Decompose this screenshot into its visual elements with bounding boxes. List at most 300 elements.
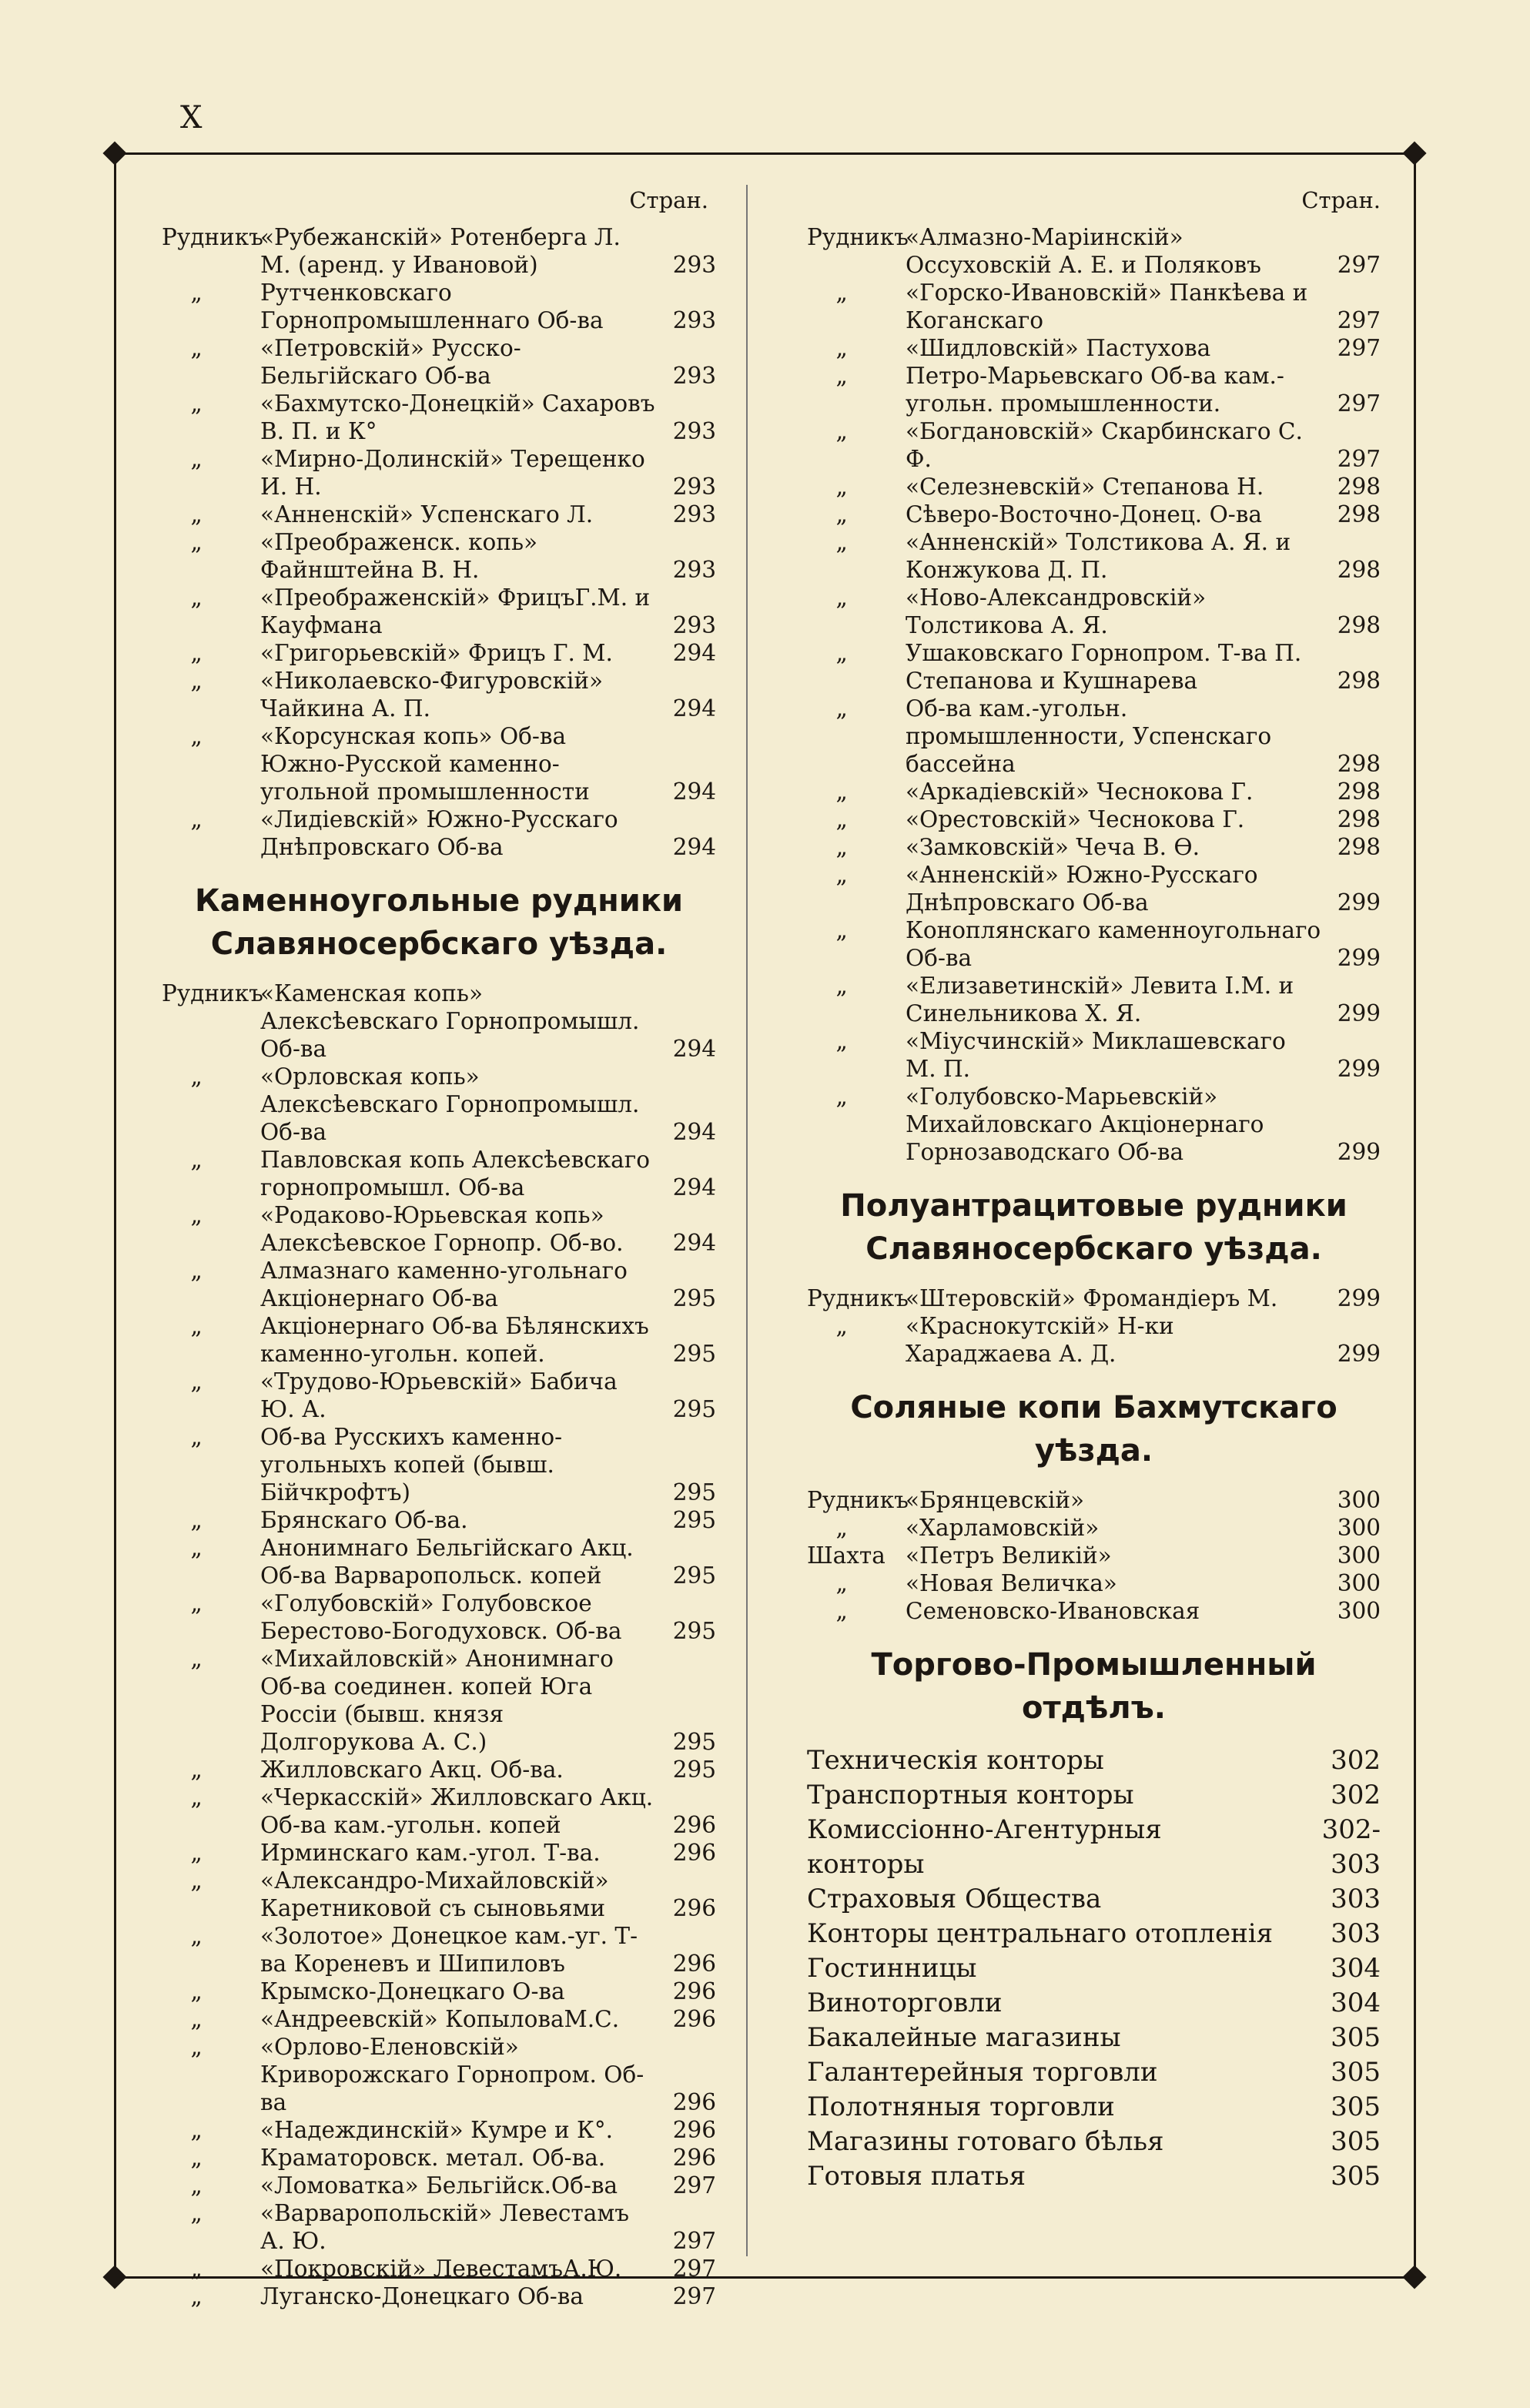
- index-entry: [162, 2199, 716, 2255]
- trade-entries-list: [807, 1743, 1381, 2194]
- entry-prefix: „: [162, 2145, 203, 2171]
- entry-prefix: „: [162, 529, 203, 555]
- index-entry: [162, 2116, 716, 2144]
- entry-page: 297: [672, 2283, 716, 2309]
- index-entry: [807, 1569, 1381, 1597]
- entry-prefix: Рудникъ: [162, 224, 271, 250]
- index-entry: [807, 473, 1381, 501]
- index-entry: [162, 528, 716, 584]
- entry-prefix: „: [162, 1063, 203, 1090]
- index-entry: [162, 584, 716, 639]
- index-entry: [807, 833, 1381, 861]
- entry-text: «Анненскій» Успенскаго Л.: [260, 501, 594, 527]
- entry-page: 296: [672, 2006, 716, 2032]
- entry-text: Брянскаго Об-ва.: [260, 1507, 468, 1533]
- index-entry: [162, 1257, 716, 1312]
- entry-text: «Николаевско-Фигуровскій» Чайкина А. П.: [260, 668, 604, 722]
- entry-page: 304: [1331, 1953, 1381, 1984]
- index-entry: [807, 1778, 1381, 1813]
- column-header: Стран.: [1301, 187, 1381, 213]
- entry-text: «Орестовскій» Чеснокова Г.: [906, 806, 1245, 832]
- entry-text: «Александро-Михайловскій» Каретниковой съ сыновьями: [260, 1867, 609, 1921]
- entry-page: 297: [1337, 335, 1381, 361]
- entry-page: 300: [1337, 1515, 1381, 1541]
- entry-page: 293: [672, 363, 716, 389]
- entry-text: «Орлово-Еленовскій» Криворожскаго Горнопром. Об-ва: [260, 2034, 644, 2115]
- entry-prefix: Рудникъ: [807, 1487, 916, 1513]
- entry-page: 295: [672, 1285, 716, 1311]
- entry-page: 304: [1331, 1988, 1381, 2018]
- index-entry: [807, 223, 1381, 279]
- entry-text: Павловская копь Алексѣевскаго горнопромышл. Об-ва: [260, 1147, 650, 1201]
- entry-prefix: „: [162, 668, 203, 694]
- index-entry: [162, 1201, 716, 1257]
- entry-text: «Міусчинскій» Миклашевскаго М. П.: [906, 1028, 1286, 1082]
- index-entry: [162, 445, 716, 501]
- entry-page: 293: [672, 252, 716, 278]
- entry-prefix: „: [162, 1368, 203, 1395]
- entry-page: 295: [672, 1396, 716, 1422]
- index-entry: [807, 1486, 1381, 1514]
- entry-page: 297: [672, 2228, 716, 2254]
- entry-page: 294: [672, 1119, 716, 1145]
- index-entry: [162, 1589, 716, 1645]
- entry-prefix: „: [162, 1258, 203, 1284]
- entry-page: 303: [1331, 1918, 1381, 1949]
- entry-prefix: „: [162, 2256, 203, 2282]
- entry-text: Акціонернаго Об-ва Бѣлянскихъ каменно-угольн. копей.: [260, 1313, 649, 1367]
- right-column: [807, 185, 1381, 2194]
- entry-page: 293: [672, 501, 716, 527]
- entry-text: «Трудово-Юрьевскій» Бабича Ю. А.: [260, 1368, 618, 1422]
- entry-text: «Петръ Великій»: [906, 1542, 1112, 1569]
- index-entry: [162, 390, 716, 445]
- entry-prefix: „: [807, 862, 848, 888]
- entry-text: «Корсунская копь» Об-ва Южно-Русской каменно-угольной промышленности: [260, 723, 590, 805]
- index-entry: [807, 805, 1381, 833]
- entry-text: «Лидіевскій» Южно-Русскаго Днѣпровскаго Об-ва: [260, 806, 618, 860]
- entry-prefix: „: [807, 418, 848, 444]
- index-entry: [162, 334, 716, 390]
- entry-text: Магазины готоваго бѣлья: [807, 2126, 1164, 2157]
- index-entry: [807, 778, 1381, 805]
- entry-prefix: „: [807, 1570, 848, 1596]
- entry-prefix: „: [162, 280, 203, 306]
- entry-page: 300: [1337, 1570, 1381, 1596]
- entry-prefix: „: [807, 973, 848, 999]
- frame-left-line: [114, 162, 116, 2268]
- index-entry: [807, 1027, 1381, 1083]
- entry-page: 293: [672, 474, 716, 500]
- entry-page: 300: [1337, 1542, 1381, 1569]
- entry-page: 302-303: [1321, 1814, 1381, 1880]
- entry-text: «Горско-Ивановскій» Панкѣева и Коганскаго: [906, 280, 1308, 333]
- entry-text: Алмазнаго каменно-угольнаго Акціонернаго Об-ва: [260, 1258, 628, 1311]
- entry-text: Конторы центральнаго отопленія: [807, 1918, 1274, 1949]
- entry-prefix: „: [807, 584, 848, 611]
- entry-prefix: Рудникъ: [162, 980, 271, 1006]
- entry-prefix: „: [807, 1313, 848, 1339]
- index-entry: [162, 639, 716, 667]
- entry-page: 299: [1337, 1139, 1381, 1165]
- entry-text: Виноторговли: [807, 1988, 1003, 2018]
- entry-page: 297: [1337, 390, 1381, 417]
- entry-page: 294: [672, 640, 716, 666]
- entry-text: «Ново-Александровскій» Толстикова А. Я.: [906, 584, 1207, 638]
- entry-text: «Михайловскій» Анонимнаго Об-ва соединен. копей Юга Россіи (бывш. князя Долгорукова А. С.): [260, 1646, 614, 1755]
- entry-prefix: „: [162, 640, 203, 666]
- entry-text: «Штеровскій» Фромандіеръ М.: [906, 1285, 1278, 1311]
- entry-page: 298: [1337, 806, 1381, 832]
- index-entry: [162, 2005, 716, 2033]
- entry-prefix: „: [162, 1757, 203, 1783]
- entry-prefix: „: [807, 363, 848, 389]
- entry-text: Бакалейные магазины: [807, 2022, 1121, 2053]
- entry-text: «Аркадіевскій» Чеснокова Г.: [906, 779, 1254, 805]
- entry-page: 298: [1337, 751, 1381, 777]
- index-entry: [162, 501, 716, 528]
- entry-text: Комиссіонно-Агентурныя конторы: [807, 1814, 1162, 1880]
- corner-ornament-icon: [102, 141, 126, 165]
- entry-text: «Черкасскій» Жилловскаго Акц. Об-ва кам.-угольн. копей: [260, 1784, 654, 1838]
- index-entry: [162, 1506, 716, 1534]
- entry-text: Жилловскаго Акц. Об-ва.: [260, 1757, 564, 1783]
- index-entry: [162, 1978, 716, 2005]
- entry-text: Страховыя Общества: [807, 1884, 1102, 1914]
- index-entry: [162, 1783, 716, 1839]
- entry-text: «Анненскій» Толстикова А. Я. и Конжукова Д. П.: [906, 529, 1291, 583]
- index-entry: [162, 2144, 716, 2172]
- entry-text: «Замковскій» Чеча В. Ѳ.: [906, 834, 1200, 860]
- entry-page: 298: [1337, 779, 1381, 805]
- entry-page: 294: [672, 695, 716, 722]
- entry-text: Об-ва кам.-угольн. промышленности, Успенскаго бассейна: [906, 695, 1272, 777]
- entry-page: 295: [672, 1341, 716, 1367]
- entry-prefix: „: [162, 1646, 203, 1672]
- entry-text: «Бахмутско-Донецкій» Сахаровъ В. П. и К°: [260, 390, 655, 444]
- entry-page: 305: [1331, 2126, 1381, 2157]
- section-title: Торгово-Промышленный отдѣлъ.: [871, 1647, 1317, 1726]
- column-header: Стран.: [629, 187, 708, 213]
- entry-prefix: „: [162, 1784, 203, 1810]
- index-entry: [162, 279, 716, 334]
- entry-text: Техническія конторы: [807, 1745, 1104, 1776]
- entry-prefix: Рудникъ: [807, 1285, 916, 1311]
- entry-page: 295: [672, 1562, 716, 1589]
- entries-list: [807, 1284, 1381, 1368]
- entry-prefix: „: [162, 2034, 203, 2060]
- entry-page: 302: [1331, 1745, 1381, 1776]
- entry-prefix: „: [162, 1202, 203, 1228]
- entry-page: 294: [672, 1230, 716, 1256]
- page-number: X: [180, 100, 203, 136]
- entry-page: 299: [1337, 1000, 1381, 1026]
- entry-prefix: „: [162, 335, 203, 361]
- entry-page: 299: [1337, 889, 1381, 916]
- index-entry: [807, 1312, 1381, 1368]
- entry-text: «Орловская копь» Алексѣевскаго Горнопромышл. Об-ва: [260, 1063, 640, 1145]
- entry-text: Сѣверо-Восточно-Донец. О-ва: [906, 501, 1262, 527]
- entry-page: 298: [1337, 474, 1381, 500]
- entry-prefix: „: [807, 501, 848, 527]
- entry-text: Рутченковскаго Горнопромышленнаго Об-ва: [260, 280, 604, 333]
- index-entry: [162, 2172, 716, 2199]
- entry-prefix: „: [162, 390, 203, 417]
- index-entry: [807, 334, 1381, 362]
- entry-page: 305: [1331, 2022, 1381, 2053]
- entry-page: 298: [1337, 834, 1381, 860]
- index-entry: [807, 501, 1381, 528]
- entry-text: «Брянцевскій»: [906, 1487, 1085, 1513]
- entry-prefix: „: [162, 2006, 203, 2032]
- entry-prefix: „: [807, 474, 848, 500]
- entry-page: 294: [672, 1036, 716, 1062]
- index-entry: [807, 2055, 1381, 2090]
- entry-page: 294: [672, 1174, 716, 1201]
- entry-text: «Голубовско-Марьевскій» Михайловскаго Акціонернаго Горнозаводскаго Об-ва: [906, 1083, 1264, 1165]
- entry-text: «Селезневскій» Степанова Н.: [906, 474, 1264, 500]
- entry-prefix: „: [162, 723, 203, 749]
- entries-list: [807, 1486, 1381, 1625]
- entry-page: 295: [672, 1479, 716, 1505]
- entry-page: 296: [672, 1978, 716, 2004]
- entry-page: 295: [672, 1618, 716, 1644]
- frame-top-line: [114, 152, 1415, 155]
- entry-page: 299: [1337, 1285, 1381, 1311]
- entry-text: «Анненскій» Южно-Русскаго Днѣпровскаго Об-ва: [906, 862, 1258, 916]
- index-entry: [807, 1951, 1381, 1986]
- index-entry: [162, 980, 716, 1063]
- entry-page: 305: [1331, 2092, 1381, 2122]
- index-entry: [807, 1284, 1381, 1312]
- index-entry: [162, 223, 716, 279]
- entry-prefix: „: [807, 280, 848, 306]
- index-entry: [807, 1882, 1381, 1917]
- entry-text: «Краснокутскій» Н-ки Хараджаева А. Д.: [906, 1313, 1174, 1367]
- index-entry: [162, 2282, 716, 2310]
- entry-prefix: „: [807, 529, 848, 555]
- entry-prefix: „: [807, 1028, 848, 1054]
- entry-prefix: „: [162, 2283, 203, 2309]
- entry-text: Транспортныя конторы: [807, 1780, 1134, 1810]
- entry-prefix: „: [807, 834, 848, 860]
- index-entry: [162, 1368, 716, 1423]
- entry-prefix: Шахта: [807, 1542, 893, 1569]
- entry-text: Краматоровск. метал. Об-ва.: [260, 2145, 606, 2171]
- entry-text: «Ломоватка» Бельгійск.Об-ва: [260, 2172, 618, 2199]
- entry-prefix: „: [807, 640, 848, 666]
- entry-page: 294: [672, 779, 716, 805]
- entry-prefix: „: [807, 1515, 848, 1541]
- entry-prefix: „: [162, 584, 203, 611]
- index-entry: [162, 1922, 716, 1978]
- entry-text: «Шидловскій» Пастухова: [906, 335, 1211, 361]
- index-entry: [162, 1867, 716, 1922]
- entry-page: 293: [672, 418, 716, 444]
- index-entry: [807, 1813, 1381, 1882]
- index-entry: [162, 1756, 716, 1783]
- frame-right-line: [1414, 162, 1416, 2268]
- entry-prefix: „: [162, 501, 203, 527]
- entry-prefix: „: [807, 779, 848, 805]
- index-entry: [807, 1542, 1381, 1569]
- entry-text: «Андреевскій» КопыловаМ.С.: [260, 2006, 620, 2032]
- entry-page: 295: [672, 1729, 716, 1755]
- entry-prefix: „: [162, 1840, 203, 1866]
- entry-page: 293: [672, 307, 716, 333]
- section-title: Каменноугольные рудники Славяносербскаго уѣзда.: [194, 883, 684, 962]
- entry-prefix: „: [162, 2117, 203, 2143]
- entry-page: 296: [672, 1895, 716, 1921]
- entry-page: 294: [672, 834, 716, 860]
- entry-prefix: „: [162, 446, 203, 472]
- entry-page: 296: [672, 1812, 716, 1838]
- index-entry: [807, 362, 1381, 417]
- entry-prefix: „: [807, 1598, 848, 1624]
- entry-text: «Петровскій» Русско-Бельгійскаго Об-ва: [260, 335, 521, 389]
- entry-page: 299: [1337, 1056, 1381, 1082]
- index-entry: [807, 279, 1381, 334]
- entry-text: «Харламовскій»: [906, 1515, 1100, 1541]
- index-entry: [162, 722, 716, 805]
- index-entry: [807, 417, 1381, 473]
- entry-page: 297: [672, 2256, 716, 2282]
- entry-text: Об-ва Русскихъ каменно-угольныхъ копей (бывш. Бійчкрофтъ): [260, 1424, 563, 1505]
- entry-prefix: „: [162, 2200, 203, 2226]
- entry-prefix: „: [807, 335, 848, 361]
- entry-page: 297: [672, 2172, 716, 2199]
- index-entry: [162, 1645, 716, 1756]
- entry-page: 299: [1337, 1341, 1381, 1367]
- entry-text: «Варваропольскій» Левестамъ А. Ю.: [260, 2200, 630, 2254]
- index-entry: [807, 2021, 1381, 2055]
- entry-page: 293: [672, 612, 716, 638]
- entry-text: «Голубовскій» Голубовское Берестово-Богодуховск. Об-ва: [260, 1590, 622, 1644]
- entry-page: 300: [1337, 1487, 1381, 1513]
- entry-prefix: „: [162, 1424, 203, 1450]
- entry-page: 298: [1337, 557, 1381, 583]
- entry-text: «Покровскій» ЛевестамъА.Ю.: [260, 2256, 622, 2282]
- entry-text: «Григорьевскій» Фрицъ Г. М.: [260, 640, 613, 666]
- index-entry: [162, 1312, 716, 1368]
- entries-list: [162, 980, 716, 2310]
- entry-text: Коноплянскаго каменноугольнаго Об-ва: [906, 917, 1321, 971]
- entry-prefix: „: [162, 1313, 203, 1339]
- entry-text: «Алмазно-Маріинскій» Оссуховскій А. Е. и Поляковъ: [906, 224, 1261, 278]
- entry-text: «Каменская копь» Алексѣевскаго Горнопромышл. Об-ва: [260, 980, 640, 1062]
- index-entry: [807, 528, 1381, 584]
- entry-prefix: „: [162, 1923, 203, 1949]
- entry-text: Полотняныя торговли: [807, 2092, 1115, 2122]
- left-column: [162, 185, 716, 2310]
- entry-prefix: Рудникъ: [807, 224, 916, 250]
- entry-prefix: „: [162, 1147, 203, 1173]
- entry-text: «Богдановскій» Скарбинскаго С. Ф.: [906, 418, 1303, 472]
- index-entry: [807, 861, 1381, 916]
- entry-text: Гостинницы: [807, 1953, 977, 1984]
- entries-list: [807, 223, 1381, 1166]
- entry-text: «Новая Величка»: [906, 1570, 1117, 1596]
- index-entry: [162, 1839, 716, 1867]
- index-entry: [807, 916, 1381, 972]
- index-entry: [807, 1986, 1381, 2021]
- index-entry: [807, 1917, 1381, 1951]
- entry-page: 303: [1331, 1884, 1381, 1914]
- entry-text: Семеновско-Ивановская: [906, 1598, 1200, 1624]
- entry-prefix: „: [162, 1978, 203, 2004]
- entry-page: 296: [672, 2089, 716, 2115]
- entry-prefix: „: [807, 1083, 848, 1110]
- entry-page: 296: [672, 2145, 716, 2171]
- entry-text: «Преображенскій» ФрицъГ.М. и Кауфмана: [260, 584, 651, 638]
- section-title: Соляные копи Бахмутскаго уѣзда.: [850, 1390, 1337, 1469]
- entry-text: Галантерейныя торговли: [807, 2057, 1158, 2088]
- entry-prefix: „: [162, 2172, 203, 2199]
- entry-text: «Надеждинскій» Кумре и К°.: [260, 2117, 613, 2143]
- entry-text: «Елизаветинскій» Левита І.М. и Синельникова Х. Я.: [906, 973, 1294, 1026]
- index-entry: [162, 805, 716, 861]
- entry-page: 299: [1337, 945, 1381, 971]
- corner-ornament-icon: [102, 2265, 126, 2289]
- entry-page: 296: [672, 1951, 716, 1977]
- entry-text: «Преображенск. копь» Файнштейна В. Н.: [260, 529, 538, 583]
- entries-list: [162, 223, 716, 861]
- entry-prefix: „: [807, 695, 848, 722]
- entry-text: Петро-Марьевскаго Об-ва кам.-угольн. промышленности.: [906, 363, 1284, 417]
- entry-page: 300: [1337, 1598, 1381, 1624]
- index-entry: [162, 1423, 716, 1506]
- entry-text: Крымско-Донецкаго О-ва: [260, 1978, 565, 2004]
- index-entry: [162, 2255, 716, 2282]
- entry-prefix: „: [162, 1507, 203, 1533]
- entry-page: 298: [1337, 612, 1381, 638]
- entry-prefix: „: [807, 806, 848, 832]
- entry-page: 297: [1337, 252, 1381, 278]
- index-entry: [162, 2033, 716, 2116]
- entry-page: 296: [672, 1840, 716, 1866]
- entry-text: Готовыя платья: [807, 2161, 1026, 2192]
- entry-text: «Родаково-Юрьевская копь» Алексѣевское Горнопр. Об-во.: [260, 1202, 624, 1256]
- corner-ornament-icon: [1402, 2265, 1426, 2289]
- entry-text: «Рубежанскій» Ротенберга Л. М. (аренд. у Ивановой): [260, 224, 621, 278]
- entry-page: 298: [1337, 668, 1381, 694]
- entry-page: 293: [672, 557, 716, 583]
- entry-text: «Золотое» Донецкое кам.-уг. Т-ва Кореневъ и Шипиловъ: [260, 1923, 638, 1977]
- index-entry: [162, 1063, 716, 1146]
- entry-page: 298: [1337, 501, 1381, 527]
- entry-page: 297: [1337, 446, 1381, 472]
- section-title: Полуантрацитовые рудники Славяносербскаго уѣзда.: [840, 1188, 1348, 1267]
- index-entry: [807, 1743, 1381, 1778]
- index-entry: [807, 695, 1381, 778]
- entry-page: 295: [672, 1507, 716, 1533]
- entry-page: 295: [672, 1757, 716, 1783]
- entry-text: Ирминскаго кам.-угол. Т-ва.: [260, 1840, 601, 1866]
- index-entry: [807, 584, 1381, 639]
- index-entry: [807, 2125, 1381, 2159]
- column-divider: [746, 185, 748, 2256]
- entry-prefix: „: [162, 1867, 203, 1894]
- entry-page: 296: [672, 2117, 716, 2143]
- index-entry: [807, 1597, 1381, 1625]
- index-entry: [807, 972, 1381, 1027]
- index-entry: [162, 1146, 716, 1201]
- entry-text: Луганско-Донецкаго Об-ва: [260, 2283, 584, 2309]
- index-entry: [807, 639, 1381, 695]
- index-entry: [162, 667, 716, 722]
- entry-page: 297: [1337, 307, 1381, 333]
- entry-text: Ушаковскаго Горнопром. Т-ва П. Степанова и Кушнарева: [906, 640, 1302, 694]
